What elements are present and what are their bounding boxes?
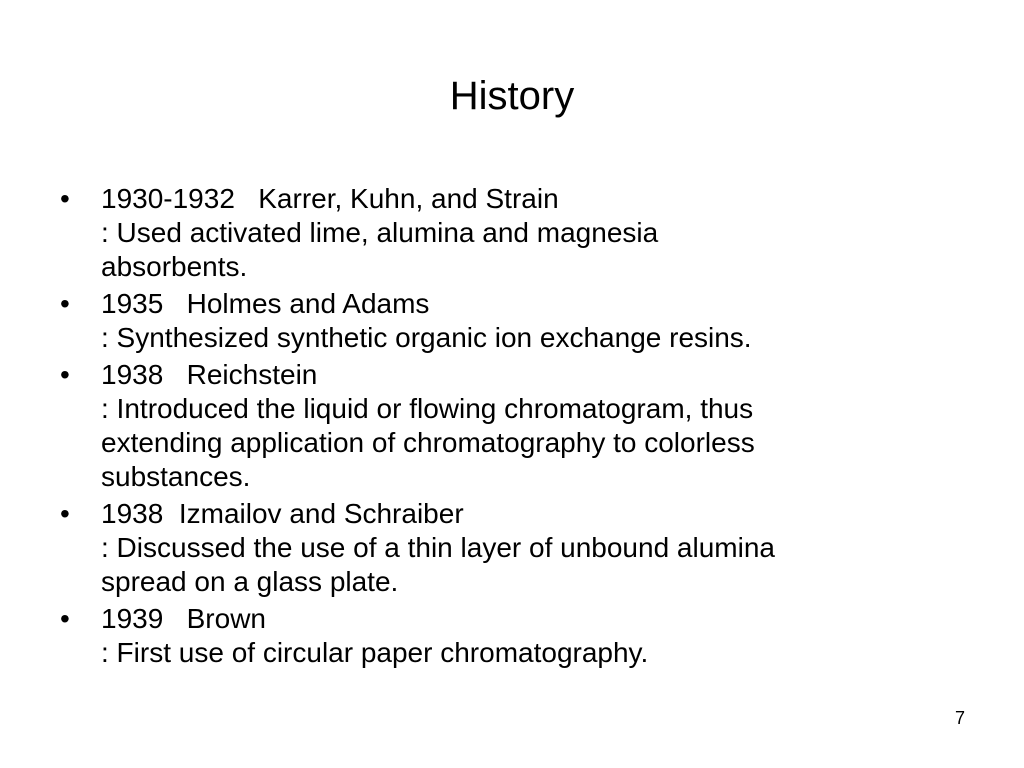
list-item	[60, 497, 960, 599]
item-text: extending application of chromatography to colorless	[101, 427, 755, 458]
item-text: : First use of circular paper chromatography.	[101, 637, 649, 668]
item-text: : Discussed the use of a thin layer of unbound alumina	[101, 532, 775, 563]
slide-title: History	[449, 74, 575, 118]
item-heading: 1938 Izmailov and Schraiber	[101, 498, 464, 529]
page-number: 7	[954, 708, 965, 728]
list-item	[60, 287, 960, 355]
list-item	[60, 602, 960, 670]
item-text: substances.	[101, 461, 251, 492]
bullet-icon: •	[60, 498, 70, 529]
item-text: : Used activated lime, alumina and magnesia	[101, 217, 659, 248]
list-item	[60, 358, 960, 494]
bullet-list	[60, 182, 960, 673]
item-text: spread on a glass plate.	[101, 566, 399, 597]
item-heading: 1935 Holmes and Adams	[101, 288, 430, 319]
bullet-icon: •	[60, 359, 70, 390]
item-heading: 1930-1932 Karrer, Kuhn, and Strain	[101, 183, 559, 214]
item-heading: 1938 Reichstein	[101, 359, 318, 390]
item-heading: 1939 Brown	[101, 603, 266, 634]
item-text: absorbents.	[101, 251, 248, 282]
item-text: : Introduced the liquid or flowing chromatogram, thus	[101, 393, 754, 424]
list-item	[60, 182, 960, 284]
bullet-icon: •	[60, 288, 70, 319]
bullet-icon: •	[60, 183, 70, 214]
bullet-icon: •	[60, 603, 70, 634]
item-text: : Synthesized synthetic organic ion exchange resins.	[101, 322, 752, 353]
